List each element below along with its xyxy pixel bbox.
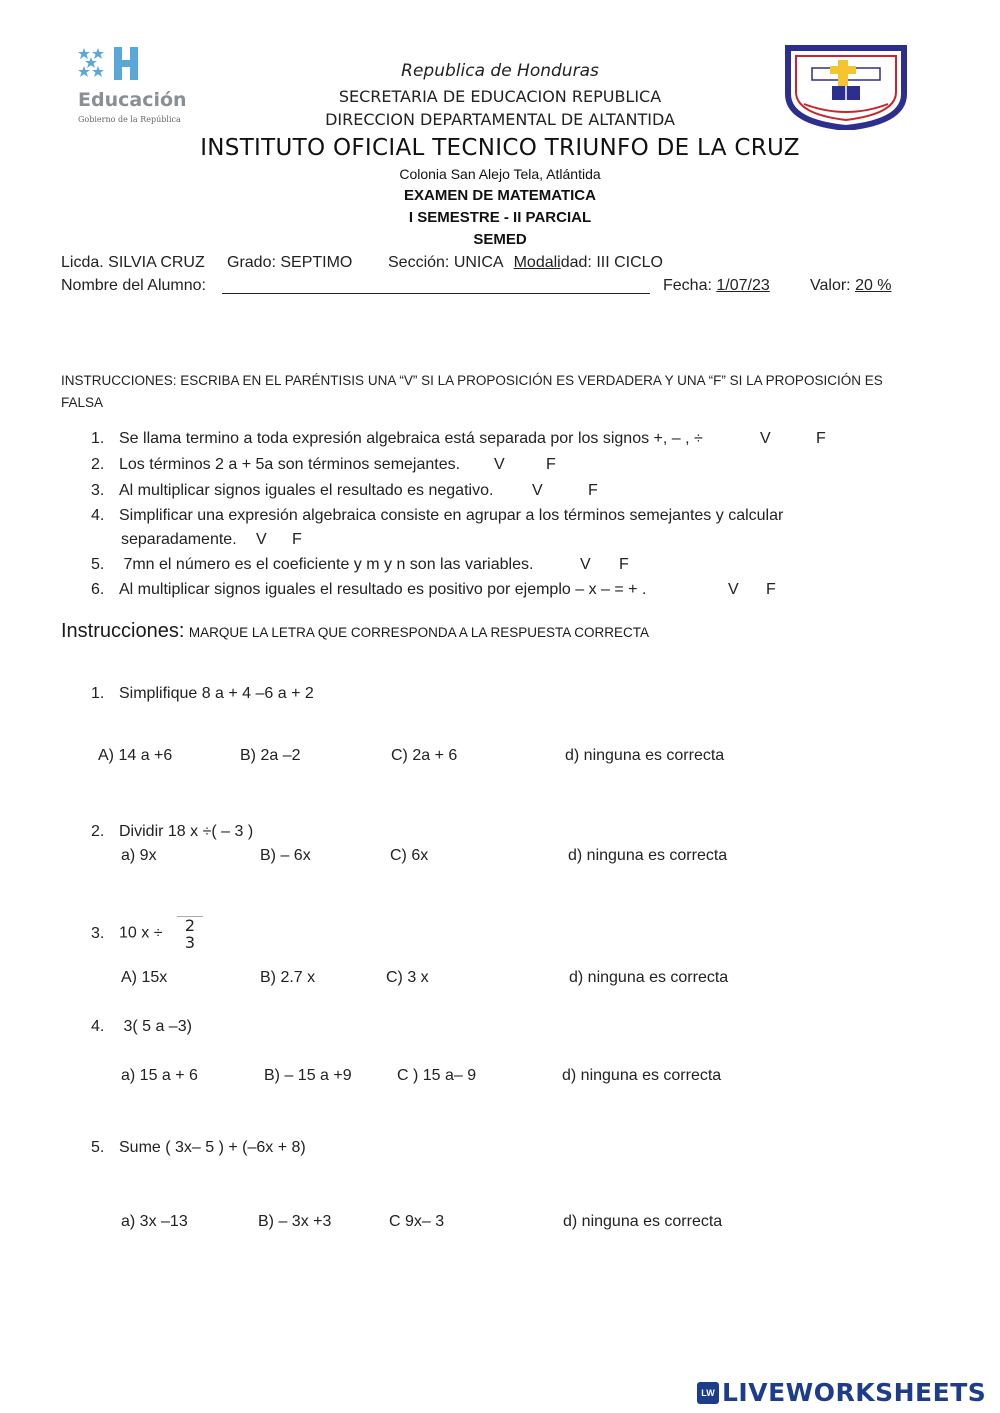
liveworksheets-wordmark: LIVEWORKSHEETS (722, 1378, 987, 1407)
exam-program: SEMED (473, 231, 527, 248)
institute-name: INSTITUTO OFICIAL TECNICO TRIUNFO DE LA CRUZ (200, 135, 800, 161)
date-field (663, 277, 770, 295)
tf-item-text: 7mn el número es el coeficiente y m y n son las variables. (119, 556, 534, 573)
mc-option-d[interactable]: d) ninguna es correcta (568, 847, 728, 864)
student-name-label: Nombre del Alumno: (61, 277, 206, 294)
mc-option-c[interactable]: C) 3 x (386, 969, 429, 986)
mc-option-c[interactable]: C) 6x (390, 847, 429, 864)
mc-option-b[interactable]: B) – 6x (260, 847, 311, 864)
institute-location: Colonia San Alejo Tela, Atlántida (399, 166, 601, 182)
mc-option-c[interactable]: C) 2a + 6 (391, 747, 458, 764)
tf-item: 3. Al multiplicar signos iguales el resultado es negativo. (91, 482, 494, 499)
tf-false-option[interactable]: F (588, 482, 598, 499)
tf-true-option[interactable]: V (580, 556, 591, 573)
mc-option-c[interactable]: C ) 15 a– 9 (397, 1067, 477, 1084)
mc-question-text: Sume ( 3x– 5 ) + (–6x + 8) (119, 1139, 306, 1156)
liveworksheets-brand (697, 1378, 986, 1407)
mc-option-b[interactable]: B) 2a –2 (240, 747, 301, 764)
tf-true-option[interactable]: V (494, 456, 505, 473)
tf-item-text: Los términos 2 a + 5a son términos semejantes. (119, 456, 461, 473)
tf-item: 1. Se llama termino a toda expresión algebraica está separada por los signos +, – , ÷ (91, 430, 703, 447)
mc-option-a[interactable]: a) 3x –13 (121, 1213, 188, 1230)
mc-option-b[interactable]: B) 2.7 x (260, 969, 316, 986)
header-direction: DIRECCION DEPARTAMENTAL DE ALTANTIDA (325, 110, 675, 129)
mc-question: 3. 10 x ÷ 2 3 (91, 916, 203, 951)
mc-option-d[interactable]: d) ninguna es correcta (569, 969, 729, 986)
tf-item-continuation: separadamente. (121, 531, 237, 548)
tf-true-option[interactable]: V (728, 581, 739, 598)
section-modality (388, 254, 663, 272)
tf-instructions-line2: FALSA (61, 395, 104, 410)
logo-title: Educación (78, 89, 187, 111)
mc-option-a[interactable]: a) 15 a + 6 (121, 1067, 198, 1084)
mc-option-d[interactable]: d) ninguna es correcta (565, 747, 725, 764)
mc-question-text: 10 x ÷ (119, 924, 163, 942)
tf-true-option[interactable]: V (760, 430, 771, 447)
tf-true-option[interactable]: V (532, 482, 543, 499)
mc-option-d[interactable]: d) ninguna es correcta (563, 1213, 723, 1230)
tf-item: 4. Simplificar una expresión algebraica consiste en agrupar a los términos semejantes y calcular (91, 507, 784, 524)
fraction-numerator: 2 (177, 916, 203, 934)
tf-item: 2. Los términos 2 a + 5a son términos semejantes. (91, 456, 461, 473)
mc-option-b[interactable]: B) – 3x +3 (258, 1213, 332, 1230)
mc-question: 2. Dividir 18 x ÷( – 3 ) (91, 823, 254, 840)
mc-question: 1. Simplifique 8 a + 4 –6 a + 2 (91, 685, 314, 702)
mc-option-a[interactable]: a) 9x (121, 847, 157, 864)
exam-period: I SEMESTRE - II PARCIAL (408, 209, 592, 226)
tf-item: 6. Al multiplicar signos iguales el resultado es positivo por ejemplo – x – = + . (91, 581, 647, 598)
section-label: Sección: UNICA (388, 254, 504, 271)
tf-item-text: Simplificar una expresión algebraica consiste en agrupar a los términos semejantes y calcular (119, 507, 784, 524)
mc-instructions-title: Instrucciones: (61, 620, 185, 642)
date-label: Fecha: (663, 277, 712, 294)
mc-option-a[interactable]: A) 14 a +6 (98, 747, 173, 764)
header-secretariat: SECRETARIA DE EDUCACION REPUBLICA (338, 87, 662, 106)
liveworksheets-icon: LW (697, 1382, 719, 1404)
mc-question: 5. Sume ( 3x– 5 ) + (–6x + 8) (91, 1139, 306, 1156)
tf-false-option[interactable]: F (766, 581, 776, 598)
tf-item-text: Al multiplicar signos iguales el resultado es negativo. (119, 482, 494, 499)
fraction (177, 916, 203, 951)
header-country: Republica de Honduras (401, 61, 599, 81)
mc-instructions-text: MARQUE LA LETRA QUE CORRESPONDA A LA RESPUESTA CORRECTA (188, 625, 649, 640)
tf-false-option[interactable]: F (816, 430, 826, 447)
exam-title: EXAMEN DE MATEMATICA (404, 187, 596, 204)
grade-label: Grado: SEPTIMO (227, 254, 353, 271)
tf-item-text: Se llama termino a toda expresión algebraica está separada por los signos +, – , ÷ (119, 430, 703, 447)
mc-instructions (61, 620, 649, 643)
mc-option-c[interactable]: C 9x– 3 (389, 1213, 445, 1230)
date-value: 1/07/23 (716, 277, 770, 294)
tf-item-text: Al multiplicar signos iguales el resultado es positivo por ejemplo – x – = + . (119, 581, 647, 598)
value-field (810, 277, 892, 295)
tf-false-option[interactable]: F (546, 456, 556, 473)
modality-rest: dad: III CICLO (560, 254, 663, 271)
student-name-field[interactable] (222, 293, 650, 294)
value-value: 20 % (855, 277, 892, 294)
tf-item: 5. 7mn el número es el coeficiente y m y n son las variables. (91, 556, 534, 573)
mc-option-b[interactable]: B) – 15 a +9 (264, 1067, 352, 1084)
modality-underlined: Modali (513, 254, 561, 271)
logo-subtitle: Gobierno de la República (78, 115, 181, 124)
value-label: Valor: (810, 277, 851, 294)
tf-false-option[interactable]: F (619, 556, 629, 573)
mc-question-text: 3( 5 a –3) (119, 1018, 192, 1035)
tf-false-option[interactable]: F (292, 531, 302, 548)
teacher-name: Licda. SILVIA CRUZ (61, 254, 205, 271)
mc-option-d[interactable]: d) ninguna es correcta (562, 1067, 722, 1084)
mc-question-text: Dividir 18 x ÷( – 3 ) (119, 823, 254, 840)
fraction-denominator: 3 (184, 933, 196, 952)
mc-question-text: Simplifique 8 a + 4 –6 a + 2 (119, 685, 314, 702)
mc-question: 4. 3( 5 a –3) (91, 1018, 192, 1035)
tf-instructions-line1: INSTRUCCIONES: ESCRIBA EN EL PARÉNTISIS UNA “V” SI LA PROPOSICIÓN ES VERDADERA Y UNA “F” SI LA PROPOSICIÓN ES (61, 373, 883, 388)
mc-option-a[interactable]: A) 15x (121, 969, 168, 986)
tf-true-option[interactable]: V (256, 531, 267, 548)
